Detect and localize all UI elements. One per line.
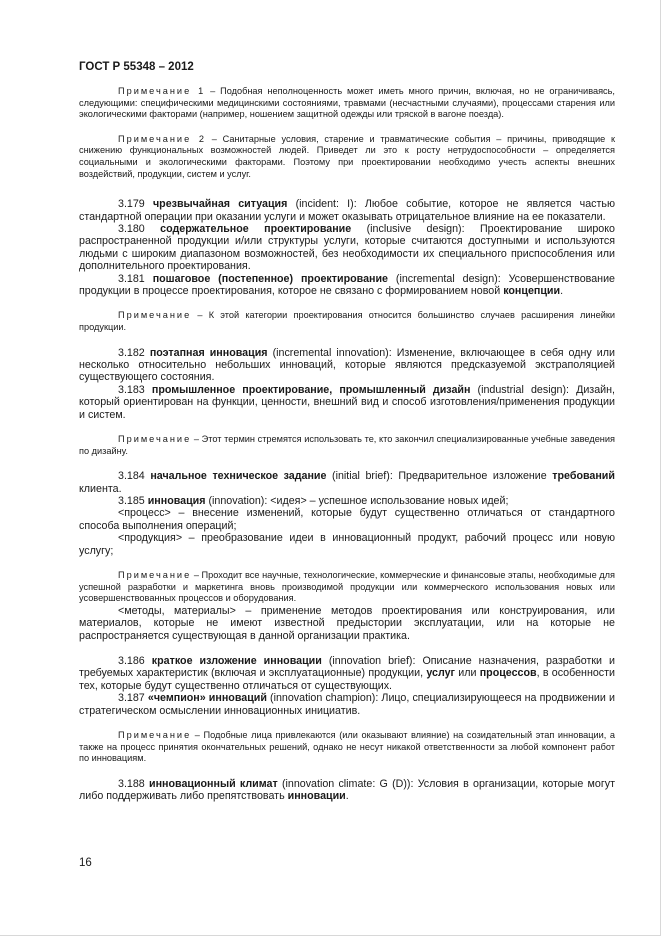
- term-definition: (innovation champion): Лицо, специализирующееся на продвижении и стратегическом осмыслении инновационных инициатив.: [79, 692, 615, 717]
- term-title: краткое изложение инновации: [151, 655, 322, 668]
- term-3-183: [79, 384, 615, 421]
- term-definition: (incident: I): Любое событие, которое не является частью стандартной операции при оказании услуги и может оказывать отрицательное влияние на ее показатели.: [79, 198, 615, 223]
- term-end: .: [560, 285, 564, 297]
- term-number: 3.184: [118, 470, 145, 483]
- note-cont-text: – применение методов проектирования или конструирования, или материалов, которые не имеют известной предыстории эксплуатации, или на которые не распространяется существующая в данной организации практика.: [79, 604, 615, 642]
- term-title: поэтапная инновация: [149, 346, 268, 359]
- note-text: – Подобные лица привлекаются (или оказывают влияние) на созидательный этап инновации, а также на процесс принятия окончательных решений, однако не несут никакой ответственности за любой компонент работ по инновациям.: [79, 730, 615, 764]
- note-label: Примечание: [118, 434, 192, 445]
- note-1: [79, 86, 615, 121]
- note-cont-term: <методы, материалы>: [118, 604, 236, 617]
- term-3-187: [79, 692, 615, 717]
- term-3-182: [79, 347, 615, 384]
- note-text: – Этот термин стремятся использовать те, кто закончил специализированные учебные заведения по дизайну.: [79, 434, 615, 456]
- note-label: Примечание 1: [118, 86, 206, 96]
- term-3-179: [79, 198, 615, 223]
- term-number: 3.187: [118, 692, 145, 705]
- document-header: ГОСТ Р 55348 – 2012: [79, 61, 194, 73]
- note-5-continuation: [79, 605, 615, 642]
- term-number: 3.185: [118, 495, 145, 508]
- document-body: [79, 86, 615, 803]
- term-title: пошаговое (постепенное) проектирование: [152, 272, 388, 285]
- term-definition: (industrial design): Дизайн, который ориентирован на функции, ценности, внешний вид и способ изготовления/применения продукции и систем.: [79, 383, 615, 421]
- term-definition: (innovation): <идея> – успешное использование новых идей;: [208, 495, 509, 508]
- term-title: «чемпион» инноваций: [147, 692, 267, 705]
- note-2: [79, 134, 615, 180]
- note-label: Примечание: [118, 570, 192, 581]
- note-text: – К этой категории проектирования относится большинство случаев расширения линейки продукции.: [79, 310, 615, 332]
- note-6: [79, 730, 615, 765]
- term-definition: (incremental design): Усовершенствование продукции в процессе проектирования, которое не связано с формированием новой: [79, 272, 615, 297]
- term-3-180: [79, 223, 615, 273]
- term-definition: (inclusive design): Проектирование широко распространенной продукции и/или структуры услуги, которые считаются доступными и используются людьми с широким диапазоном возможностей, без необходимости их специального приспособления или дополнительного проектирования.: [79, 222, 615, 273]
- term-3-181: [79, 273, 615, 298]
- term-emphasis: процессов: [479, 667, 537, 680]
- note-3: [79, 310, 615, 333]
- note-text: – Санитарные условия, старение и травматические события – причины, приводящие к снижению функциональных возможностей людей. Приведет ли это к росту нетрудоспособности – определяется социальными и экологическими факторами. Поэтому при проектировании необходимо учесть аспекты внешних воздействий, продукции, систем и услуг.: [79, 133, 615, 179]
- term-number: 3.181: [118, 272, 145, 285]
- term-end: .: [345, 790, 349, 803]
- term-definition: (incremental innovation): Изменение, включающее в себя одну или несколько относительно небольших инноваций, которые являются предсказуемой экстраполяцией существующего состояния.: [79, 346, 615, 384]
- term-end: , в особенности тех, которые будут существенно отличаться от существующих.: [79, 667, 615, 692]
- term-3-185-process: <процесс> – внесение изменений, которые будут существенно отличаться от стандартного способа выполнения операций;: [79, 507, 615, 532]
- term-3-184: [79, 470, 615, 495]
- term-3-185: [79, 495, 615, 507]
- term-mid: или: [458, 667, 477, 680]
- term-definition: (innovation climate: G (D)): Условия в организации, которые могут либо поддерживать либо препятствовать: [79, 777, 615, 803]
- term-3-185-product: <продукция> – преобразование идеи в инновационный продукт, рабочий процесс или новую услугу;: [79, 532, 615, 557]
- term-3-186: [79, 655, 615, 692]
- term-definition: (initial brief): Предварительное изложение: [332, 470, 547, 483]
- term-end: клиента.: [79, 482, 122, 495]
- term-title: чрезвычайная ситуация: [152, 198, 288, 211]
- note-label: Примечание: [118, 310, 192, 321]
- term-number: 3.183: [118, 383, 145, 396]
- term-emphasis: услуг: [426, 667, 455, 680]
- note-label: Примечание 2: [118, 133, 207, 144]
- term-number: 3.180: [118, 222, 145, 235]
- term-number: 3.188: [118, 777, 145, 790]
- term-number: 3.186: [118, 655, 145, 668]
- page-number: 16: [79, 857, 92, 869]
- note-5: [79, 570, 615, 605]
- term-emphasis: требований: [552, 470, 615, 483]
- term-title: начальное техническое задание: [150, 470, 327, 483]
- term-definition: (innovation brief): Описание назначения, разработки и требуемых характеристик (включая и эксплуатационные) продукции,: [79, 655, 615, 680]
- term-emphasis: инновации: [287, 790, 346, 803]
- term-emphasis: концепции: [503, 285, 561, 297]
- term-3-188: [79, 778, 615, 803]
- note-4: [79, 434, 615, 457]
- note-text: – Подобная неполноценность может иметь много причин, включая, но не ограничиваясь, следующими: специфическими медицинскими состояниями, травмами (несчастными случаями), процессами старения или экологическими факторами (например, ношением защитной одежды или тряской в вагоне поезда).: [79, 86, 615, 120]
- term-title: инновация: [147, 495, 206, 508]
- note-label: Примечание: [118, 730, 192, 741]
- note-text: – Проходит все научные, технологические, коммерческие и финансовые этапы, необходимые для успешной разработки и маркетинга вновь производимой продукции или коммерческого использования новых или усовершенствованных процессов и оборудования.: [79, 570, 615, 604]
- term-title: промышленное проектирование, промышленный дизайн: [151, 383, 471, 396]
- term-number: 3.182: [118, 346, 145, 359]
- term-title: содержательное проектирование: [160, 222, 352, 235]
- term-title: инновационный климат: [149, 777, 278, 790]
- term-number: 3.179: [118, 198, 145, 211]
